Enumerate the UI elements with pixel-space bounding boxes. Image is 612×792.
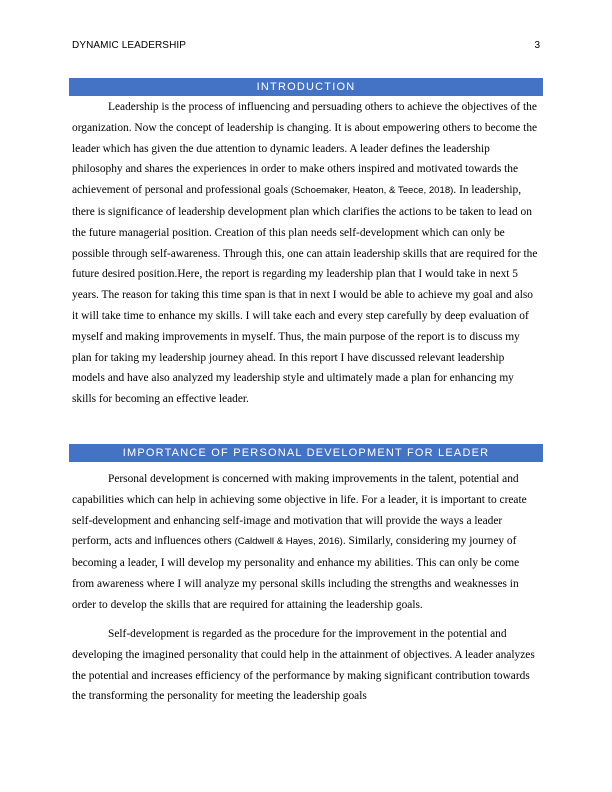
paragraph-text: . In leadership, there is significance of leadership development plan which clarifies the actions to be taken to lead on the future managerial position. Creation of this plan needs self-development which can only be possible through self-awareness. Through this, one can attain leadership skills that are required for the future desired position.Here, the report is regarding my leadership plan that I would take in next 5 years. The reason for taking this time span is that in next I would be able to achieve my goal and also it will take time to enhance my skills. I will take each and every step carefully by deep evaluation of myself and making improvements in myself. Thus, the main purpose of the report is to discuss my plan for taking my leadership journey ahead. In this report I have discussed relevant leadership models and have also analyzed my leadership style and ultimately made a plan for enhancing my skills for becoming an effective leader. (72, 184, 538, 406)
personal-development-paragraph-2: Self-development is regarded as the procedure for the improvement in the potential and developing the imagined personality that could help in the attainment of objectives. A leader analyzes the potential and increases efficiency of the performance by making significant contribution towards the transforming the personality for meeting the leadership goals (72, 628, 535, 703)
paragraph-text: . Similarly, considering my journey of becoming a leader, I will develop my personality and enhance my abilities. This can only be come from awareness where I will analyze my personal skills including the strengths and weaknesses in order to develop the skills that are required for attaining the leadership goals. (72, 535, 520, 611)
introduction-paragraph (72, 97, 540, 410)
citation: (Caldwell & Hayes, 2016) (234, 536, 343, 548)
citation: (Schoemaker, Heaton, & Teece, 2018) (290, 185, 454, 197)
page-number: 3 (534, 40, 540, 51)
paragraph-text: Leadership is the process of influencing and persuading others to achieve the objectives of the organization. Now the concept of leadership is changing. It is about empowering others to become the leader which has given the due attention to dynamic leaders. A leader defines the leadership philosophy and shares the experiences in order to make others inspired and motivated towards the achievement of personal and professional goals (72, 101, 538, 197)
running-head: DYNAMIC LEADERSHIP (72, 40, 187, 51)
section-heading-introduction: INTRODUCTION (69, 78, 543, 96)
personal-development-paragraph-1 (72, 469, 540, 616)
paragraph-text: Personal development is concerned with making improvements in the talent, potential and capabilities which can help in achieving some objective in life. For a leader, it is important to create self-development and enhancing self-image and motivation that will provide the ways a leader perform, acts and influences others (72, 473, 527, 548)
section-heading-personal-development: IMPORTANCE OF PERSONAL DEVELOPMENT FOR LEADER (69, 444, 543, 462)
